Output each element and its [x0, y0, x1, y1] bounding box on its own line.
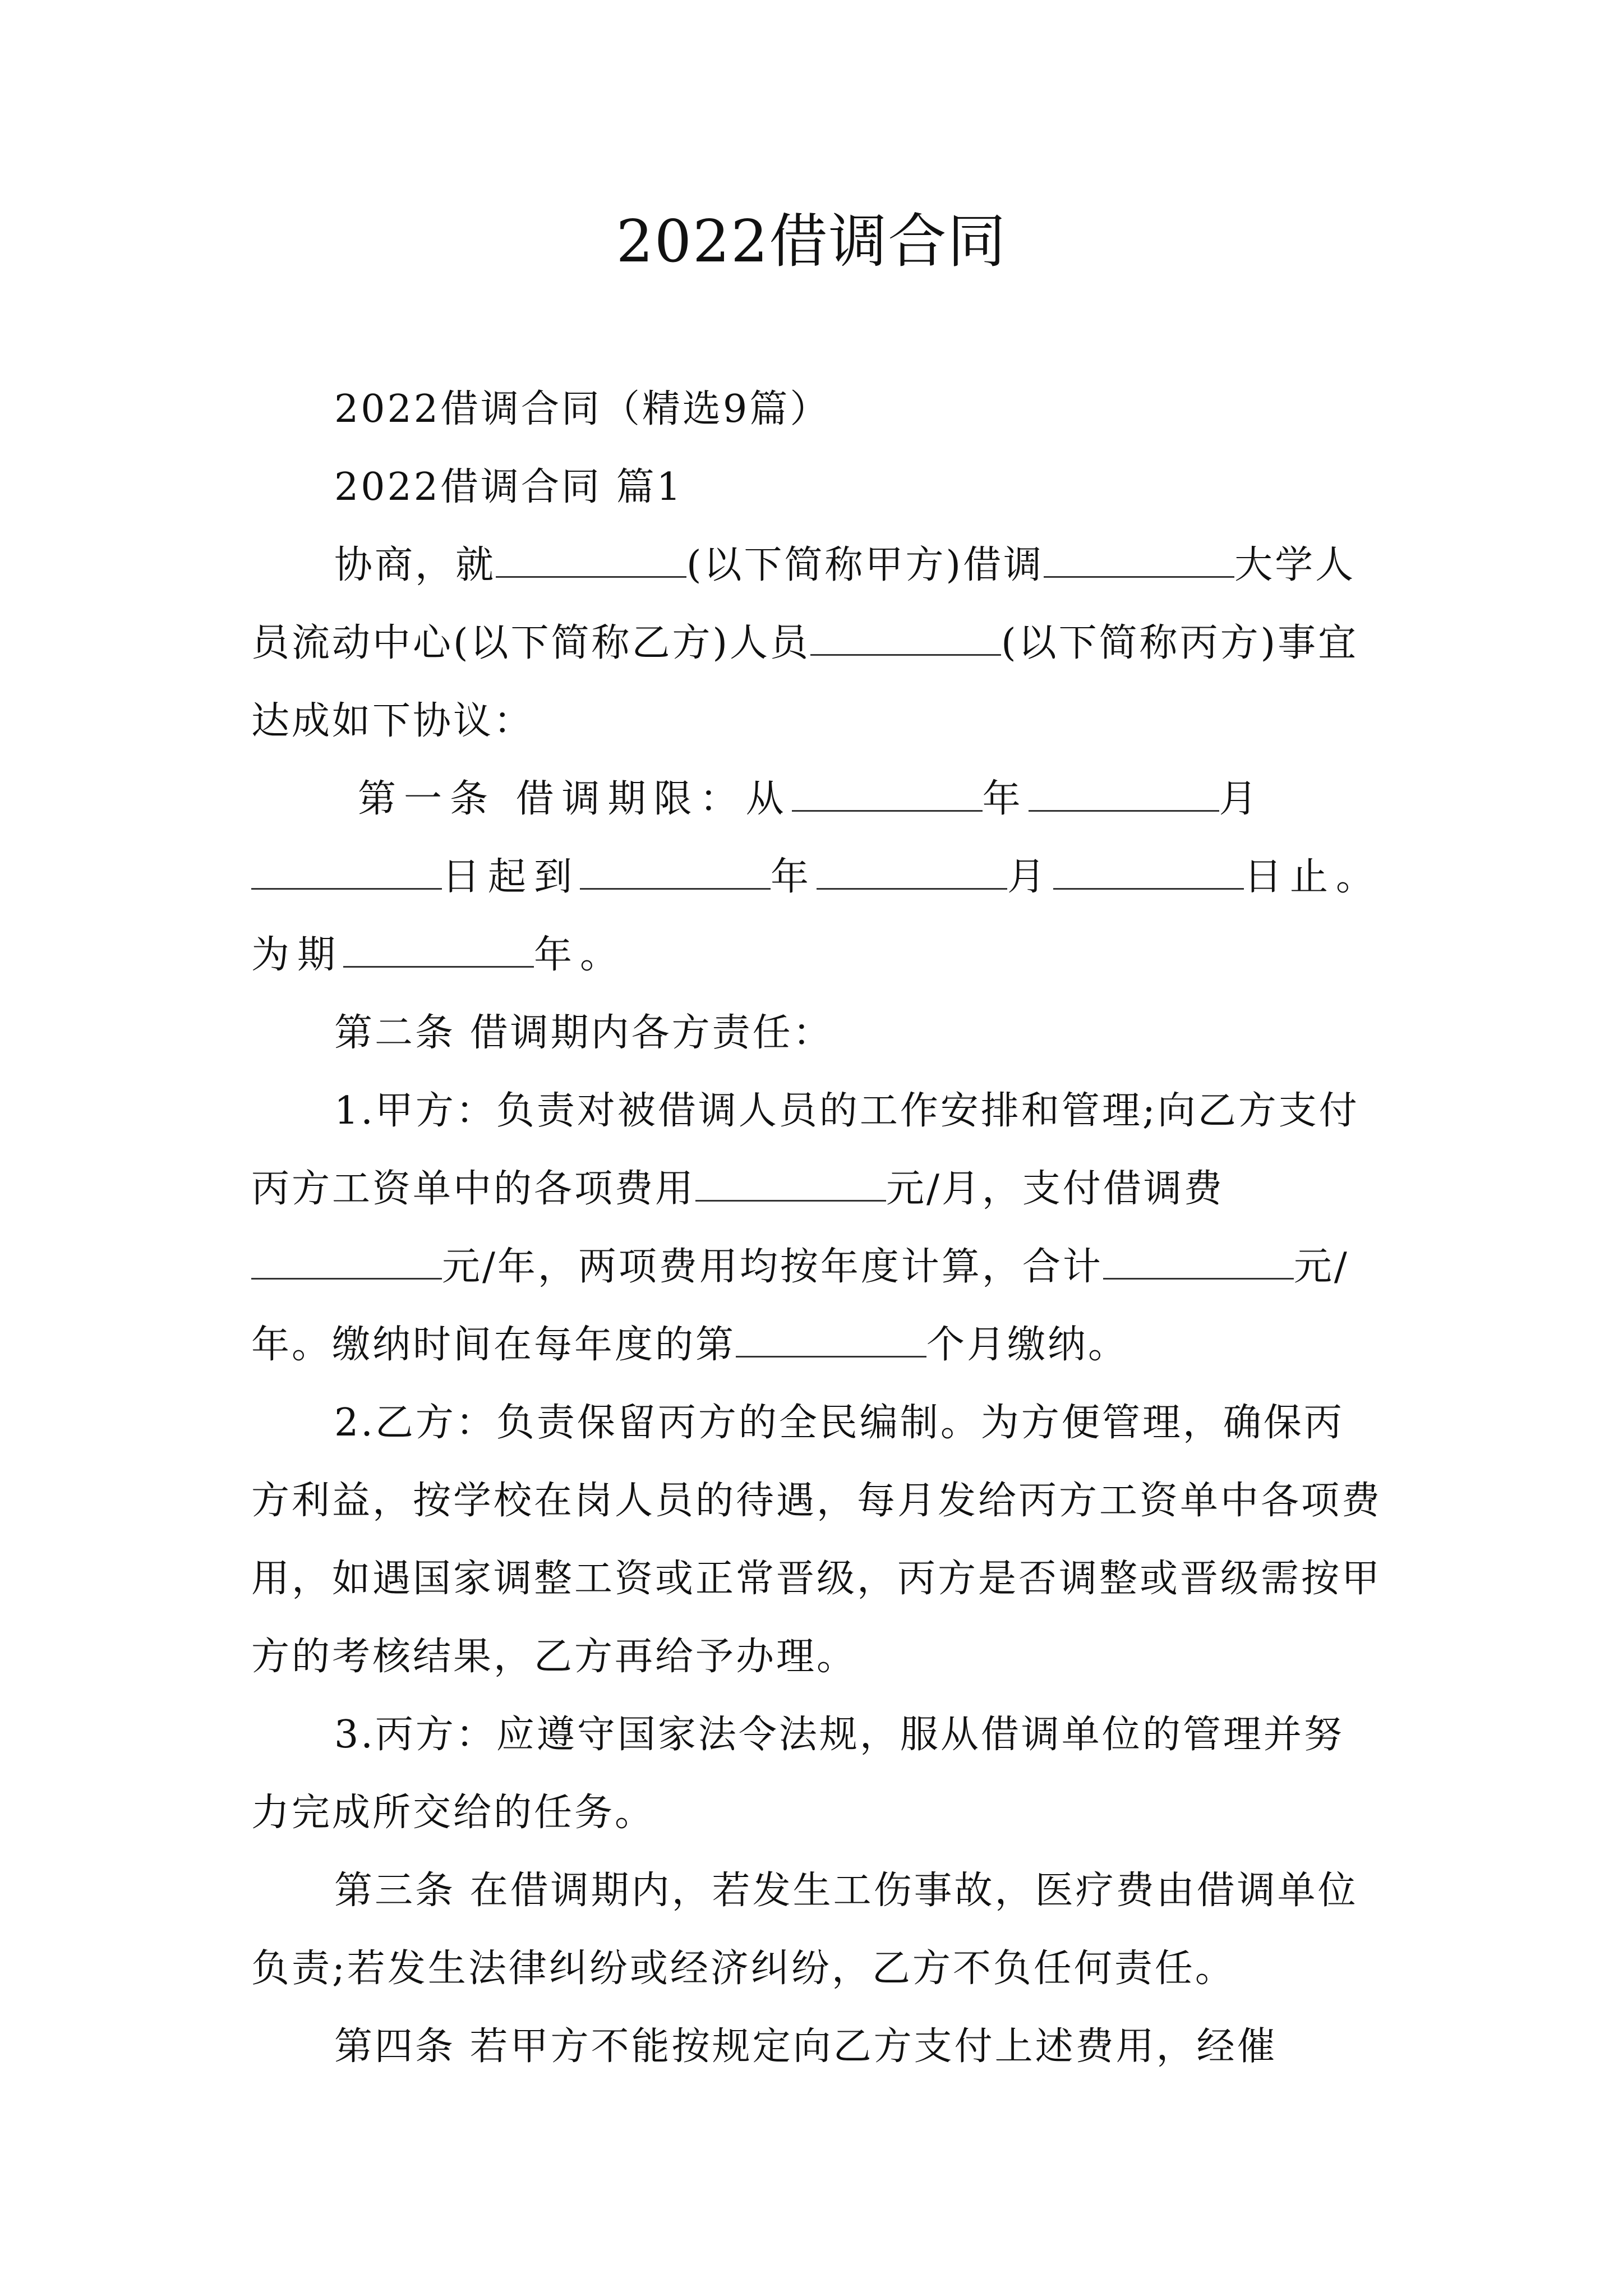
blank-field[interactable]: [251, 1248, 442, 1280]
article-2-item-3: 3.丙方：应遵守国家法令法规，服从借调单位的管理并努力完成所交给的任务。: [251, 1713, 1344, 1835]
art1-text-2: 年: [982, 777, 1029, 821]
article-1: [251, 760, 1384, 994]
document-title: 2022借调合同: [616, 207, 1007, 275]
blank-field[interactable]: [251, 858, 442, 890]
intro-text-2: (以下简称甲方)借调: [686, 543, 1044, 587]
art1-text-6: 月: [1007, 855, 1054, 899]
article-2-item-1: [251, 1072, 1384, 1384]
blank-field[interactable]: [1029, 780, 1219, 812]
blank-field[interactable]: [792, 780, 983, 812]
blank-field[interactable]: [496, 546, 686, 578]
art1-text-1: 第一条 借调期限：从: [358, 777, 792, 821]
art2-1-text-1: 1.甲方：负责对被借调人员的工作安排和管理;向乙方支付丙方工资单中的各项费用: [251, 1089, 1359, 1211]
article-4: 第四条 若甲方不能按规定向乙方支付上述费用，经催: [334, 2024, 1278, 2069]
intro-text-1: 协商，就: [334, 543, 496, 587]
blank-field[interactable]: [1053, 858, 1244, 890]
blank-field[interactable]: [343, 936, 534, 968]
article-3: 第三条 在借调期内，若发生工伤事故，医疗费由借调单位负责;若发生法律纠纷或经济纠纷，乙方不负任何责任。: [251, 1869, 1358, 1991]
art1-text-4: 日起到: [442, 855, 580, 899]
article-2-item-2: 2.乙方：负责保留丙方的全民编制。为方便管理，确保丙方利益，按学校在岗人员的待遇，每月发给丙方工资单中各项费用，如遇国家调整工资或正常晋级，丙方是否调整或晋级需按甲方的考核结果，乙方再给予办理。: [251, 1401, 1382, 1679]
art1-text-3: 月: [1219, 777, 1265, 821]
art2-1-text-2: 元/月，支付借调费: [886, 1167, 1224, 1211]
subtitle: 2022借调合同（精选9篇）: [334, 387, 831, 431]
intro-text-3: 大学人员流动中心(以下简称乙方)人员: [251, 543, 1356, 665]
blank-field[interactable]: [695, 1170, 886, 1202]
blank-field[interactable]: [1044, 546, 1234, 578]
art2-1-text-5: 个月缴纳。: [926, 1323, 1129, 1367]
intro-paragraph: [251, 526, 1384, 760]
blank-field[interactable]: [810, 624, 1001, 656]
blank-field[interactable]: [580, 858, 771, 890]
art2-1-text-3: 元/年，两项费用均按年度计算，合计: [442, 1245, 1103, 1289]
art1-text-7: 日止。为期: [251, 855, 1382, 977]
document-body: [251, 370, 1384, 2086]
blank-field[interactable]: [817, 858, 1007, 890]
art1-text-8: 年。: [534, 933, 626, 977]
article-2-heading: 第二条 借调期内各方责任：: [334, 1011, 833, 1055]
art2-1-text-4: 元/年。缴纳时间在每年度的第: [251, 1245, 1349, 1367]
art1-text-5: 年: [771, 855, 817, 899]
blank-field[interactable]: [1103, 1248, 1294, 1280]
blank-field[interactable]: [736, 1326, 926, 1358]
intro-text-4: (以下简称丙方)事宜达成如下协议：: [251, 621, 1359, 743]
section-heading: 2022借调合同 篇1: [334, 465, 683, 509]
